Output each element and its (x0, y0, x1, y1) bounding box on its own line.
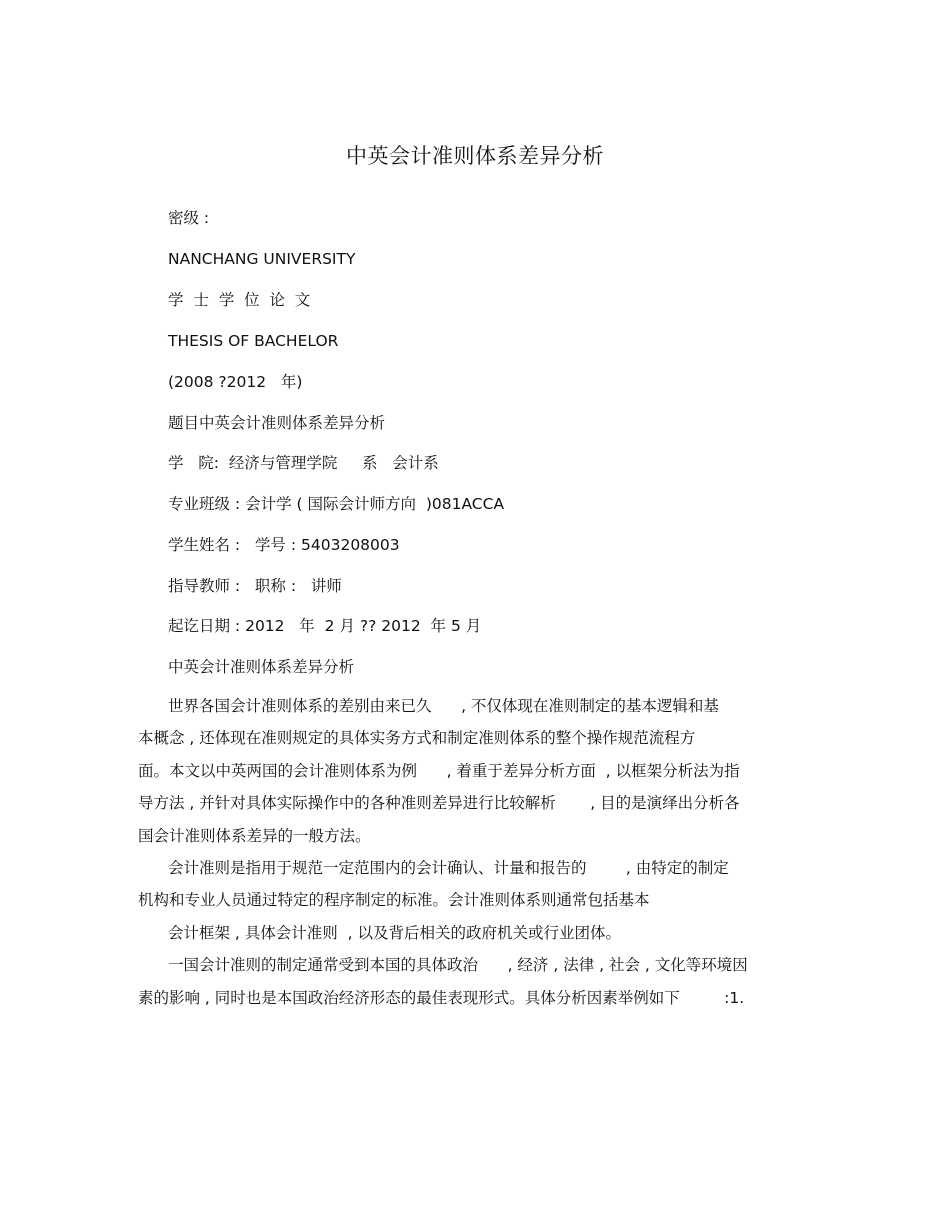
body-line: 机构和专业人员通过特定的程序制定的标准。会计准则体系则通常包括基本 (138, 891, 650, 910)
meta-line-advisor: 指导教师 : 职称 : 讲师 (168, 577, 342, 595)
body-line: 素的影响 , 同时也是本国政治经济形态的最佳表现形式。具体分析因素举例如下 :1. (138, 988, 745, 1007)
body-line: 世界各国会计准则体系的差别由来已久 , 不仅体现在准则制定的基本逻辑和基 (168, 697, 719, 715)
body-line: 本概念 , 还体现在准则规定的具体实务方式和制定准则体系的整个操作规范流程方 (138, 729, 696, 748)
meta-line-dates: 起讫日期 : 2012 年 2 月 ?? 2012 年 5 月 (168, 617, 482, 635)
meta-line-thesis-cn: 学 士 学 位 论 文 (168, 291, 311, 309)
document-title: 中英会计准则体系差异分析 (346, 144, 604, 168)
body-line: 会计准则是指用于规范一定范围内的会计确认、计量和报告的 , 由特定的制定 (168, 858, 729, 877)
meta-line-topic: 题目中英会计准则体系差异分析 (168, 414, 386, 432)
meta-line-security-level: 密级 : (168, 209, 210, 227)
meta-line-university: NANCHANG UNIVERSITY (168, 250, 356, 268)
body-line: 会计框架 , 具体会计准则 , 以及背后相关的政府机关或行业团体。 (168, 923, 621, 942)
body-line: 导方法 , 并针对具体实际操作中的各种准则差异进行比较解析 , 目的是演绎出分析各 (138, 794, 740, 813)
meta-line-years: (2008 ?2012 年) (168, 373, 303, 391)
meta-line-thesis-en: THESIS OF BACHELOR (168, 332, 339, 350)
body-line: 一国会计准则的制定通常受到本国的具体政治 , 经济 , 法律 , 社会 , 文化等环境因 (168, 956, 748, 975)
meta-line-class: 专业班级 : 会计学 ( 国际会计师方向 )081ACCA (168, 495, 505, 513)
body-line: 国会计准则体系差异的一般方法。 (138, 826, 371, 845)
body-text (138, 690, 818, 1014)
meta-line-student: 学生姓名 : 学号 : 5403208003 (168, 536, 400, 554)
body-line: 面。本文以中英两国的会计准则体系为例 , 着重于差异分析方面 , 以框架分析法为指 (138, 761, 740, 780)
meta-line-subtitle: 中英会计准则体系差异分析 (168, 658, 355, 676)
meta-line-college: 学 院: 经济与管理学院 系 会计系 (168, 454, 439, 472)
